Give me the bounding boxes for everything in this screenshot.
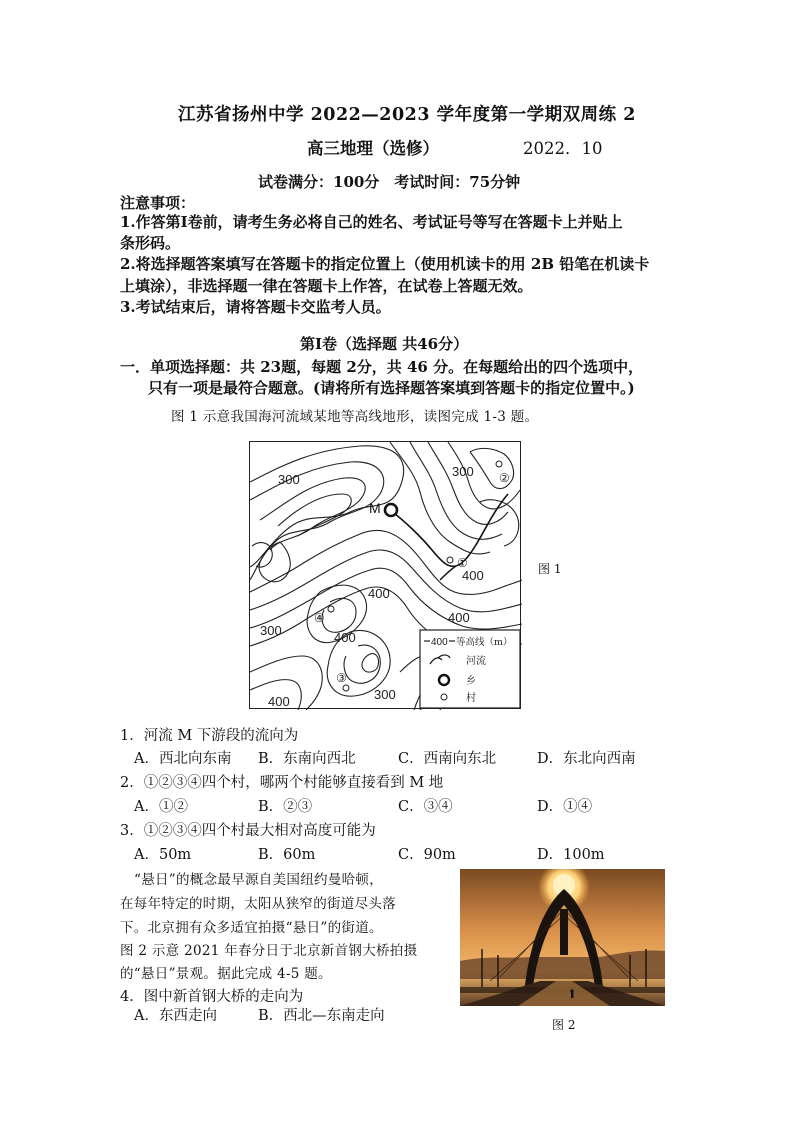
- contour-label-300: 300: [260, 623, 282, 638]
- notice-item-2-cont: 上填涂），非选择题一律在答题卡上作答，在试卷上答题无效。: [120, 277, 533, 295]
- q4-option-a: A．东西走向: [134, 1008, 217, 1024]
- township-icon: [439, 675, 449, 685]
- question-3: 3．①②③④四个村最大相对高度可能为: [120, 823, 376, 839]
- question-4: 4．图中新首钢大桥的走向为: [120, 989, 304, 1005]
- q1-option-c: C．西南向东北: [398, 751, 497, 767]
- q4-option-b: B．西北—东南走向: [258, 1008, 385, 1024]
- village-marker: [343, 685, 349, 691]
- contour-label-300: 300: [278, 472, 300, 487]
- contour-label-300: 300: [374, 687, 396, 702]
- q3-option-b: B．60m: [258, 847, 316, 863]
- legend-contour-label: 等高线（m）: [456, 637, 513, 648]
- q2-option-c: C．③④: [398, 799, 453, 815]
- q2-option-a: A．①②: [134, 799, 188, 815]
- contour-label-400: 400: [448, 610, 470, 625]
- township-marker: [385, 504, 397, 516]
- contour-line: [250, 530, 522, 594]
- village-icon: [441, 694, 447, 700]
- figure2-intro-5: 的“悬日”景观。据此完成 4-5 题。: [120, 966, 332, 982]
- village-label-4: ④: [314, 611, 325, 625]
- contour-map: [249, 441, 521, 709]
- contour-label-400: 400: [334, 630, 356, 645]
- village-marker: [447, 557, 453, 563]
- contour-line: [362, 654, 379, 672]
- q2-option-b: B．②③: [258, 799, 313, 815]
- q1-option-d: D．东北向西南: [537, 751, 636, 767]
- legend-river-label: 河流: [466, 656, 486, 667]
- village-marker: [496, 461, 502, 467]
- contour-label-400: 400: [268, 694, 290, 709]
- legend-township-label: 乡: [466, 676, 476, 687]
- q3-option-d: D．100m: [537, 847, 605, 863]
- contour-label-400: 400: [368, 586, 390, 601]
- legend-contour-value: 400: [431, 637, 448, 648]
- notice-item-3: 3.考试结束后，请将答题卡交监考人员。: [120, 298, 391, 316]
- contour-label-400: 400: [462, 568, 484, 583]
- river-m: [390, 494, 508, 566]
- village-label-2: ②: [499, 471, 510, 485]
- section-title: 第Ⅰ卷（选择题 共46分）: [300, 335, 469, 353]
- figure2-intro-1: “悬日”的概念最早源自美国纽约曼哈顿，: [134, 872, 384, 888]
- village-label-3: ③: [336, 671, 347, 685]
- notice-heading: 注意事项：: [120, 194, 196, 212]
- contour-map-svg: [250, 442, 522, 710]
- figure2-intro-4: 图 2 示意 2021 年春分日于北京新首钢大桥拍摄: [120, 943, 418, 959]
- figure1-intro: 图 1 示意我国海河流域某地等高线地形，读图完成 1-3 题。: [171, 409, 539, 425]
- question-1: 1．河流 M 下游段的流向为: [120, 728, 299, 744]
- legend-village-label: 村: [466, 693, 476, 704]
- q3-option-c: C．90m: [398, 847, 456, 863]
- q1-option-b: B．东南向西北: [258, 751, 356, 767]
- contour-label-300: 300: [452, 464, 474, 479]
- q2-option-d: D．①④: [537, 799, 593, 815]
- exam-title: 江苏省扬州中学 2022—2023 学年度第一学期双周练 2: [178, 105, 636, 125]
- village-label-1: ①: [457, 556, 468, 570]
- question-2: 2．①②③④四个村，哪两个村能够直接看到 M 地: [120, 775, 444, 791]
- exam-subtitle: 高三地理（选修）: [307, 139, 439, 158]
- figure2-intro-3: 下。北京拥有众多适宜拍摄“悬日”的街道。: [120, 920, 383, 936]
- q3-option-a: A．50m: [134, 847, 192, 863]
- map-legend: [420, 630, 520, 708]
- sunset-bridge-photo: [460, 869, 665, 1006]
- contour-line: [322, 598, 356, 632]
- notice-item-1-cont: 条形码。: [120, 234, 181, 252]
- river-tributary: [440, 566, 456, 580]
- village-marker: [328, 606, 334, 612]
- place-label-m: M: [369, 500, 381, 516]
- notice-item-1: 1.作答第Ⅰ卷前，请考生务必将自己的姓名、考试证号等写在答题卡上并贴上: [120, 213, 623, 231]
- q1-option-a: A．西北向东南: [134, 751, 232, 767]
- exam-date: 2022．10: [523, 139, 603, 158]
- contour-line: [259, 542, 290, 582]
- figure1-caption: 图 1: [538, 562, 562, 576]
- figure2-intro-2: 在每年特定的时期，太阳从狭窄的街道尽头落: [120, 896, 396, 912]
- score-time: 试卷满分：100分 考试时间：75分钟: [258, 173, 521, 191]
- part-instructions-cont: 只有一项是最符合题意。(请将所有选择题答案填到答题卡的指定位置中。): [148, 379, 635, 397]
- figure2-caption: 图 2: [552, 1018, 576, 1032]
- part-instructions: 一．单项选择题：共 23题，每题 2分，共 46 分。在每题给出的四个选项中，: [120, 358, 644, 376]
- notice-item-2: 2.将选择题答案填写在答题卡的指定位置上（使用机读卡的用 2B 铅笔在机读卡: [120, 255, 650, 273]
